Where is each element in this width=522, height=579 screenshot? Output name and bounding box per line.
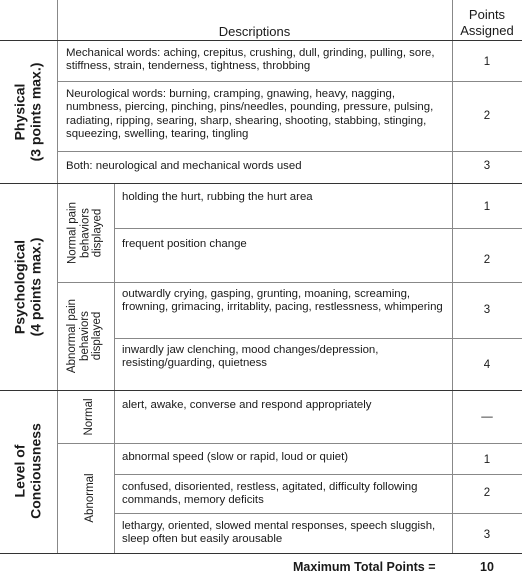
label-line: behaviors <box>79 208 91 258</box>
consciousness-row-points: — <box>481 411 493 423</box>
divider <box>114 183 115 553</box>
consciousness-row-points: 1 <box>483 454 491 466</box>
category-physical <box>13 41 45 184</box>
max-total-label: Maximum Total Points = <box>293 560 436 574</box>
divider <box>0 40 522 41</box>
consciousness-row-points: 3 <box>483 529 491 541</box>
psych-row-points: 4 <box>483 359 491 371</box>
divider <box>57 81 522 82</box>
physical-neurological-desc: Neurological words: burning, cramping, gnawing, heavy, nagging, numbness, piercing, pinching, pins/needles, pounding, pressure, pulsing, radiating, ripping, searing, sharp, shearing, shooting, stabbing, stinging, squeezing, swelling, tearing, tingling <box>66 88 434 141</box>
max-total-value: 10 <box>480 560 494 574</box>
physical-both-points: 3 <box>483 160 491 172</box>
consciousness-row-desc: confused, disoriented, restless, agitated, difficulty following commands, memory deficits <box>122 481 418 507</box>
category-consciousness <box>13 400 45 543</box>
divider <box>114 474 522 475</box>
category-subtitle: (3 points max.) <box>27 62 43 162</box>
divider <box>114 338 522 339</box>
category-subtitle: Conciousness <box>27 423 43 519</box>
points-header-line1: Points <box>468 7 506 22</box>
psych-row-points: 1 <box>483 201 491 213</box>
category-title: Psychological <box>11 239 28 335</box>
psych-row-points: 3 <box>483 304 491 316</box>
psych-row-points: 2 <box>483 254 491 266</box>
category-title: Physical <box>11 83 28 141</box>
physical-mechanical-desc: Mechanical words: aching, crepitus, crushing, dull, grinding, pulling, sore, stiffness, strain, tenderness, tightness, throbbing <box>66 47 435 73</box>
normal-label: Normal <box>83 398 95 436</box>
divider <box>114 228 522 229</box>
descriptions-header: Descriptions <box>218 24 291 39</box>
divider <box>57 443 522 444</box>
divider <box>114 513 522 514</box>
psych-row-desc: inwardly jaw clenching, mood changes/depression, resisting/guarding, quietness <box>122 344 379 370</box>
abnormal-behaviors-label <box>66 282 104 390</box>
physical-mechanical-points: 1 <box>483 56 491 68</box>
category-subtitle: (4 points max.) <box>27 237 43 337</box>
consciousness-row-desc: lethargy, oriented, slowed mental responses, speech sluggish, sleep often but easily arousable <box>122 520 436 546</box>
category-title: Level of <box>11 444 28 498</box>
physical-neurological-points: 2 <box>483 110 491 122</box>
category-psychological <box>13 216 45 359</box>
divider <box>0 390 522 391</box>
divider <box>452 0 453 553</box>
psych-row-desc: holding the hurt, rubbing the hurt area <box>122 191 313 203</box>
divider <box>0 553 522 554</box>
divider <box>57 282 522 283</box>
label-line: Normal pain <box>66 202 79 264</box>
label-line: behaviors <box>78 311 91 361</box>
points-header-line2: Assigned <box>460 23 514 38</box>
normal-behaviors-label <box>67 184 105 283</box>
consciousness-row-points: 2 <box>483 487 491 499</box>
consciousness-row-desc: alert, awake, converse and respond appropriately <box>122 399 372 411</box>
label-line: displayed <box>91 208 104 258</box>
label-line: displayed <box>91 311 103 361</box>
divider <box>57 0 58 553</box>
physical-both-desc: Both: neurological and mechanical words used <box>66 160 302 172</box>
divider <box>57 151 522 152</box>
psych-row-desc: outwardly crying, gasping, grunting, moaning, screaming, frowning, grimacing, irritablity, pacing, restlessness, whimpering <box>122 288 443 314</box>
consciousness-row-desc: abnormal speed (slow or rapid, loud or quiet) <box>122 451 349 463</box>
label-line: Abnormal pain <box>66 298 78 374</box>
psych-row-desc: frequent position change <box>122 238 247 250</box>
abnormal-label: Abnormal <box>84 473 96 523</box>
